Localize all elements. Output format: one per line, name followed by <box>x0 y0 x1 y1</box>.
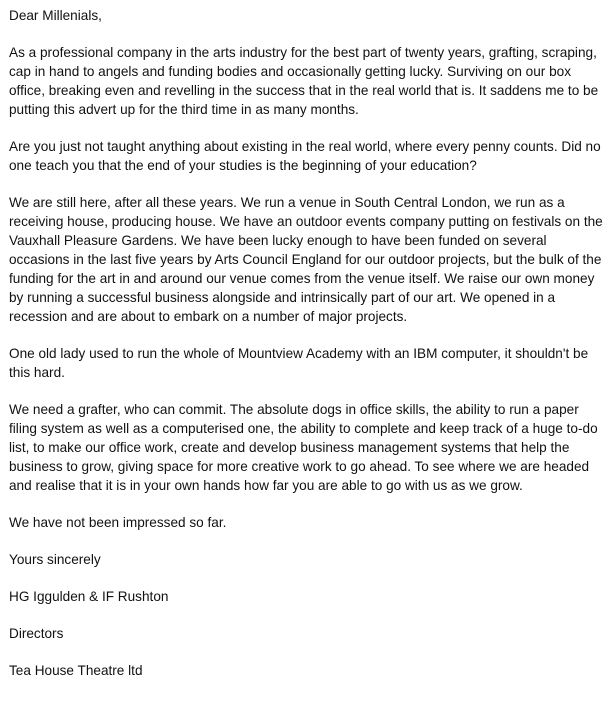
letter-greeting: Dear Millenials, <box>9 8 102 23</box>
paragraph-not-impressed: We have not been impressed so far. <box>9 515 227 530</box>
paragraph-background: As a professional company in the arts industry for the best part of twenty years, grafting, scraping, cap in hand to angels and funding bodies and occasionally getting lucky. Surviving on our box office, breaking even and revelling in the success that in the real world that is. It saddens me to be putting this advert up for the third time in as many months. <box>9 45 599 117</box>
paragraph-question: Are you just not taught anything about existing in the real world, where every penny counts. Did no one teach you that the end of your studies is the beginning of your education? <box>9 139 601 173</box>
letter-signatory-title: Directors <box>9 626 64 641</box>
paragraph-requirements: We need a grafter, who can commit. The absolute dogs in office skills, the ability to run a paper filing system as well as a computerised one, the ability to complete and keep track of a huge to-do list, to make our office work, create and develop business management systems that help the business to grow, giving space for more creative work to go ahead. To see where we are headed and realise that it is in your own hands how far you are able to go with us as we grow. <box>9 402 598 493</box>
letter-closing: Yours sincerely <box>9 552 101 567</box>
letter-company-name: Tea House Theatre ltd <box>9 663 143 678</box>
paragraph-company-description: We are still here, after all these years. We run a venue in South Central London, we run as a receiving house, producing house. We have an outdoor events company putting on festivals on the Vauxhall Pleasure Gardens. We have been lucky enough to have been funded on several occasions in the last five years by Arts Council England for our outdoor projects, but the bulk of the funding for the art in and around our venue comes from the venue itself. We raise our own money by running a successful business alongside and intrinsically part of our art. We opened in a recession and are about to embark on a number of major projects. <box>9 195 603 324</box>
paragraph-mountview: One old lady used to run the whole of Mountview Academy with an IBM computer, it shouldn't be this hard. <box>9 346 589 380</box>
letter-signatories: HG Iggulden & IF Rushton <box>9 589 169 604</box>
